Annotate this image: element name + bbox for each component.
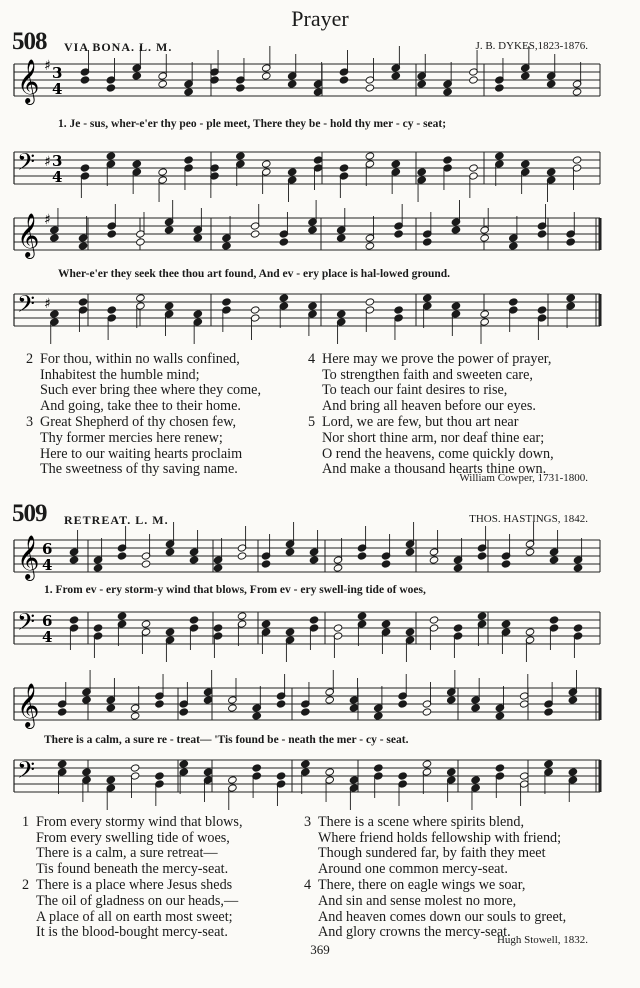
treble-clef: 𝄞 <box>17 683 40 727</box>
note-head <box>228 704 238 712</box>
time-signature: 3 <box>52 152 63 170</box>
verse-line: And bring all heaven before our eyes. <box>322 397 536 414</box>
bass-clef: 𝄢 <box>17 756 36 789</box>
note-head <box>446 768 456 776</box>
note-head <box>93 564 103 572</box>
note-head <box>228 776 238 784</box>
note-head <box>453 564 463 572</box>
note-head <box>203 768 213 776</box>
note-head <box>261 560 271 568</box>
note-head <box>203 696 213 704</box>
bass-clef: 𝄢 <box>17 608 36 641</box>
note-head <box>252 712 262 720</box>
key-signature: ♯ <box>44 212 51 228</box>
bass-clef: 𝄢 <box>17 290 36 323</box>
time-signature: 6 <box>42 612 53 630</box>
verse-number: 2 <box>22 877 30 894</box>
note-head <box>117 612 127 620</box>
verse-line: And sin and sense molest no more, <box>318 892 517 909</box>
note-head <box>179 708 189 716</box>
verse-line: To strengthen faith and sweeten care, <box>322 366 533 383</box>
note-head <box>155 700 165 708</box>
note-head <box>422 760 432 768</box>
note-head <box>544 760 554 768</box>
note-head <box>398 772 408 780</box>
page-number: 369 <box>310 942 330 957</box>
note-head <box>349 704 359 712</box>
note-head <box>276 700 286 708</box>
verse-line: O rend the heavens, come quickly down, <box>322 445 554 462</box>
note-head <box>57 760 67 768</box>
hymn-number: 508 <box>12 28 47 55</box>
note-head <box>573 624 583 632</box>
verse-line: And going, take thee to their home. <box>40 397 241 414</box>
verse-line: And glory crowns the mercy-seat. <box>318 924 511 941</box>
verse-line: There is a calm, a sure retreat— <box>36 845 218 862</box>
note-head <box>357 612 367 620</box>
verse-line: For thou, within no walls confined, <box>40 351 240 367</box>
verse-line: Here to our waiting hearts proclaim <box>40 445 243 462</box>
note-head <box>165 548 175 556</box>
note-head <box>544 708 554 716</box>
verse-line: Nor short thine arm, nor deaf thine ear; <box>322 429 545 446</box>
bass-clef: 𝄢 <box>17 148 36 181</box>
note-head <box>573 564 583 572</box>
verse-line: From every swelling tide of woes, <box>36 829 230 846</box>
note-head <box>106 776 116 784</box>
verse-line: Around one common mercy-seat. <box>318 860 508 877</box>
note-head <box>301 708 311 716</box>
verse-line: To teach our faint desires to rise, <box>322 382 508 399</box>
verse-line: Where friend holds fellowship with friend; <box>318 829 562 846</box>
verse-line: The oil of gladness on our heads,— <box>36 892 239 909</box>
note-head <box>446 696 456 704</box>
note-head <box>471 776 481 784</box>
note-head <box>568 768 578 776</box>
verse-line: Thy former mercies here renew; <box>40 429 223 446</box>
lyric-line: There is a calm, a sure re - treat— 'Tis found be - neath the mer - cy - seat. <box>44 734 409 746</box>
note-head <box>374 764 384 772</box>
time-signature: 3 <box>52 64 63 82</box>
note-head <box>237 552 247 560</box>
note-head <box>422 708 432 716</box>
note-head <box>130 712 140 720</box>
verse-line: Inhabitest the humble mind; <box>40 366 200 383</box>
note-head <box>568 696 578 704</box>
note-head <box>69 556 79 564</box>
verse-line: There is a scene where spirits blend, <box>318 814 525 830</box>
note-head <box>495 712 505 720</box>
note-head <box>189 616 199 624</box>
treble-clef: 𝄞 <box>17 213 40 257</box>
time-signature: 4 <box>42 556 53 574</box>
verse <box>304 878 566 940</box>
time-signature: 4 <box>52 80 63 98</box>
key-signature: ♯ <box>44 58 51 74</box>
verse-line: Great Shepherd of thy chosen few, <box>40 414 237 431</box>
author-credit: Hugh Stowell, 1832. <box>496 934 588 946</box>
note-head <box>549 556 559 564</box>
note-head <box>477 552 487 560</box>
note-head <box>237 612 247 620</box>
verses-right-509 <box>304 815 566 942</box>
verse <box>22 878 243 940</box>
note-head <box>301 760 311 768</box>
note-head <box>285 548 295 556</box>
note-head <box>495 764 505 772</box>
note-head <box>333 564 343 572</box>
verse-line: It is the blood-bought mercy-seat. <box>36 924 228 941</box>
note-head <box>130 764 140 772</box>
note-head <box>349 776 359 784</box>
note-head <box>325 768 335 776</box>
note-head <box>276 772 286 780</box>
note-head <box>82 696 92 704</box>
time-signature: 6 <box>42 540 53 558</box>
note-head <box>381 620 391 628</box>
lyric-line: 1. From ev - ery storm-y wind that blows, From ev - ery swell-ing tide of woes, <box>44 584 426 596</box>
verse-number: 4 <box>304 877 312 894</box>
composer-credit: J. B. DYKES,1823-1876. <box>475 40 588 52</box>
note-head <box>252 764 262 772</box>
note-head <box>82 768 92 776</box>
note-head <box>405 548 415 556</box>
note-head <box>57 708 67 716</box>
note-head <box>141 560 151 568</box>
note-head <box>453 624 463 632</box>
tune-name: VIA BONA. L. M. <box>64 40 173 54</box>
verse-line: Lord, we are few, but thou art near <box>322 414 519 431</box>
key-signature: ♯ <box>44 296 51 312</box>
tune-name: RETREAT. L. M. <box>64 513 169 527</box>
note-head <box>69 616 79 624</box>
note-head <box>93 624 103 632</box>
note-head <box>381 560 391 568</box>
treble-clef: 𝄞 <box>17 535 40 579</box>
verse-number: 5 <box>308 414 316 431</box>
verse-line: Such ever bring thee where they come, <box>40 382 262 399</box>
note-head <box>525 628 535 636</box>
note-head <box>285 628 295 636</box>
note-head <box>501 620 511 628</box>
section-title: Prayer <box>291 6 349 31</box>
note-head <box>429 616 439 624</box>
note-head <box>357 552 367 560</box>
note-head <box>333 624 343 632</box>
note-head <box>325 696 335 704</box>
note-head <box>309 616 319 624</box>
hymn-number: 509 <box>12 500 47 527</box>
verse-line: A place of all on earth most sweet; <box>36 908 233 925</box>
note-head <box>261 620 271 628</box>
author-credit: William Cowper, 1731-1800. <box>459 472 588 484</box>
verse-line: There, there on eagle wings we soar, <box>318 877 526 894</box>
verse-line: From every stormy wind that blows, <box>36 814 243 830</box>
verse-number: 2 <box>26 351 34 367</box>
note-head <box>189 556 199 564</box>
note-head <box>309 556 319 564</box>
note-head <box>179 760 189 768</box>
verse-line: There is a place where Jesus sheds <box>36 877 233 894</box>
verse-number: 3 <box>304 814 312 830</box>
note-head <box>549 616 559 624</box>
key-signature: ♯ <box>44 154 51 170</box>
note-head <box>374 712 384 720</box>
note-head <box>141 620 151 628</box>
verse <box>22 815 243 877</box>
verses-left-509 <box>22 815 243 942</box>
verse-line: The sweetness of thy saving name. <box>40 461 238 478</box>
verse-line: And make a thousand hearts thine own. <box>322 461 547 478</box>
verse-line: And heaven comes down our souls to greet, <box>318 908 567 925</box>
verse-number: 1 <box>22 814 30 830</box>
note-head <box>117 552 127 560</box>
note-head <box>213 624 223 632</box>
note-head <box>501 560 511 568</box>
time-signature: 4 <box>42 628 53 646</box>
note-head <box>471 704 481 712</box>
verse-line: Tis found beneath the mercy-seat. <box>36 860 229 877</box>
lyric-line: Wher-e'er they seek thee thou art found, And ev - ery place is hal-lowed ground. <box>58 268 451 280</box>
note-head <box>106 704 116 712</box>
verse-line: Here may we prove the power of prayer, <box>322 351 552 367</box>
lyric-line: 1. Je - sus, wher-e'er thy peo - ple meet, There they be - hold thy mer - cy - seat; <box>58 118 447 130</box>
note-head <box>477 612 487 620</box>
verse-line: Though sundered far, by faith they meet <box>318 845 546 862</box>
verse-number: 3 <box>26 414 34 431</box>
verse-number: 4 <box>308 351 316 367</box>
treble-clef: 𝄞 <box>17 59 40 103</box>
note-head <box>405 628 415 636</box>
note-head <box>525 548 535 556</box>
time-signature: 4 <box>52 168 63 186</box>
note-head <box>155 772 165 780</box>
note-head <box>165 628 175 636</box>
verse <box>304 815 566 877</box>
note-head <box>429 556 439 564</box>
note-head <box>398 700 408 708</box>
note-head <box>213 564 223 572</box>
composer-credit: THOS. HASTINGS, 1842. <box>469 513 588 525</box>
